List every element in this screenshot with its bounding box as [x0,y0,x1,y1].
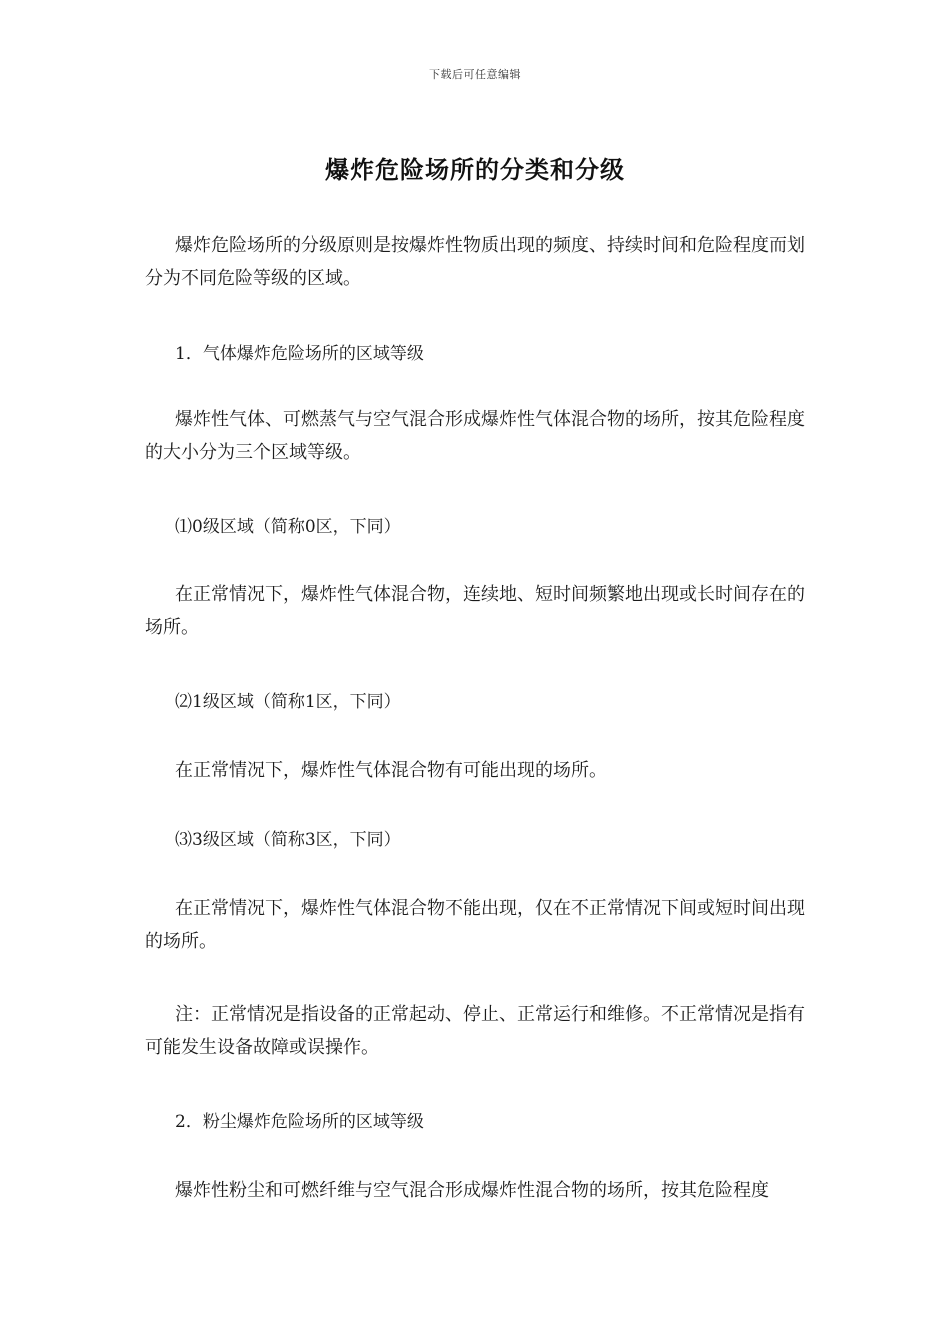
zone0-heading: ⑴0级区域（简称0区，下同） [175,517,401,537]
paragraph-dust-intro: 爆炸性粉尘和可燃纤维与空气混合形成爆炸性混合物的场所，按其危险程度 [175,1180,769,1201]
zone3-heading: ⑶3级区域（简称3区，下同） [175,830,401,850]
note-paragraph: 注：正常情况是指设备的正常起动、停止、正常运行和维修。不正常情况是指有可能发生设备故障或误操作。 [145,1004,805,1058]
section-heading-gas: 1．气体爆炸危险场所的区域等级 [175,344,424,364]
paragraph-gas-intro: 爆炸性气体、可燃蒸气与空气混合形成爆炸性气体混合物的场所，按其危险程度的大小分为三个区域等级。 [145,409,805,463]
section-heading-dust: 2．粉尘爆炸危险场所的区域等级 [175,1112,424,1132]
zone3-description: 在正常情况下，爆炸性气体混合物不能出现，仅在不正常情况下间或短时间出现的场所。 [145,898,805,952]
document-title: 爆炸危险场所的分类和分级 [325,155,625,184]
zone1-description: 在正常情况下，爆炸性气体混合物有可能出现的场所。 [175,760,607,781]
zone1-heading: ⑵1级区域（简称1区，下同） [175,692,401,712]
paragraph-intro: 爆炸危险场所的分级原则是按爆炸性物质出现的频度、持续时间和危险程度而划分为不同危险等级的区域。 [145,235,805,289]
zone0-description: 在正常情况下，爆炸性气体混合物，连续地、短时间频繁地出现或长时间存在的场所。 [145,584,805,638]
header-note: 下载后可任意编辑 [429,68,521,81]
